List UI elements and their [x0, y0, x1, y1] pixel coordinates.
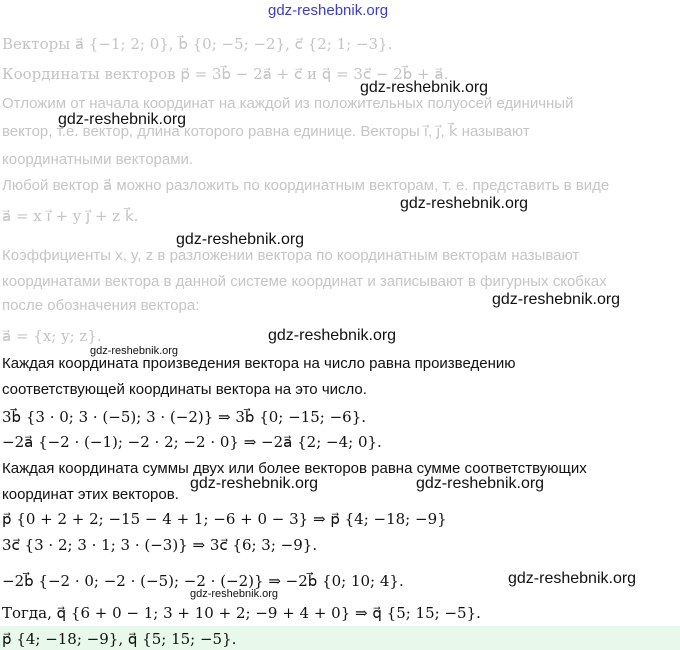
watermark: gdz-reshebnik.org	[400, 195, 529, 212]
watermark: gdz-reshebnik.org	[190, 588, 279, 600]
watermark-header: gdz-reshebnik.org	[268, 2, 389, 19]
theory-line-3: Отложим от начала координат на каждой из положительных полуосей единичный	[2, 95, 574, 112]
solution-formula-6: Тогда, q⃗ {6 + 0 − 1; 3 + 10 + 2; −9 + 4 + 0} ⇒ q⃗ {5; 15; −5}.	[2, 604, 481, 622]
solution-text-4: координат этих векторов.	[2, 486, 179, 503]
watermark: gdz-reshebnik.org	[268, 327, 397, 344]
watermark: gdz-reshebnik.org	[58, 111, 187, 128]
watermark: gdz-reshebnik.org	[190, 475, 319, 492]
watermark: gdz-reshebnik.org	[416, 475, 545, 492]
theory-line-9: координатами вектора в данной системе координат и записывают в фигурных скобках	[2, 273, 607, 290]
solution-formula-2: −2a⃗ {−2 · (−1); −2 · 2; −2 · 0} ⇒ −2a⃗ {2; −4; 0}.	[2, 433, 382, 451]
solution-text-2: соответствующей координаты вектора на это число.	[2, 381, 367, 398]
theory-line-8: Коэффициенты x, y, z в разложении вектора по координатным векторам называют	[2, 247, 580, 264]
theory-line-1: Векторы a⃗ {−1; 2; 0}, b⃗ {0; −5; −2}, c⃗ {2; 1; −3}.	[2, 35, 393, 53]
theory-line-5: координатными векторами.	[2, 151, 194, 168]
solution-formula-4: 3c⃗ {3 · 2; 3 · 1; 3 · (−3)} ⇒ 3c⃗ {6; 3; −9}.	[2, 536, 318, 554]
solution-text-1: Каждая координата произведения вектора на число равна произведению	[2, 355, 516, 372]
watermark: gdz-reshebnik.org	[360, 79, 489, 96]
theory-line-7: a⃗ = x i⃗ + y j⃗ + z k⃗.	[2, 207, 139, 225]
theory-line-10: после обозначения вектора:	[2, 297, 200, 314]
watermark: gdz-reshebnik.org	[90, 345, 179, 357]
answer-line: p⃗ {4; −18; −9}, q⃗ {5; 15; −5}.	[2, 630, 237, 648]
solution-text-3: Каждая координата суммы двух или более векторов равна сумме соответствующих	[2, 460, 587, 477]
watermark: gdz-reshebnik.org	[176, 231, 305, 248]
watermark: gdz-reshebnik.org	[508, 570, 637, 587]
solution-formula-3: p⃗ {0 + 2 + 2; −15 − 4 + 1; −6 + 0 − 3} ⇒ p⃗ {4; −18; −9}	[2, 510, 447, 528]
theory-line-6: Любой вектор a⃗ можно разложить по координатным векторам, т. е. представить в виде	[2, 177, 610, 194]
theory-line-2: Координаты векторов p⃗ = 3b⃗ − 2a⃗ + c⃗ и q⃗ = 3c⃗ − 2b⃗ + a⃗.	[2, 65, 449, 83]
solution-formula-1: 3b⃗ {3 · 0; 3 · (−5); 3 · (−2)} ⇒ 3b⃗ {0; −15; −6}.	[2, 408, 367, 426]
solution-formula-5: −2b⃗ {−2 · 0; −2 · (−5); −2 · (−2)} ⇒ −2b⃗ {0; 10; 4}.	[2, 572, 404, 590]
theory-line-4: вектор, т.е. вектор, длина которого равна единице. Векторы i⃗, j⃗, k⃗ называют	[2, 123, 530, 140]
theory-line-11: a⃗ = {x; y; z}.	[2, 327, 102, 345]
watermark: gdz-reshebnik.org	[492, 291, 621, 308]
